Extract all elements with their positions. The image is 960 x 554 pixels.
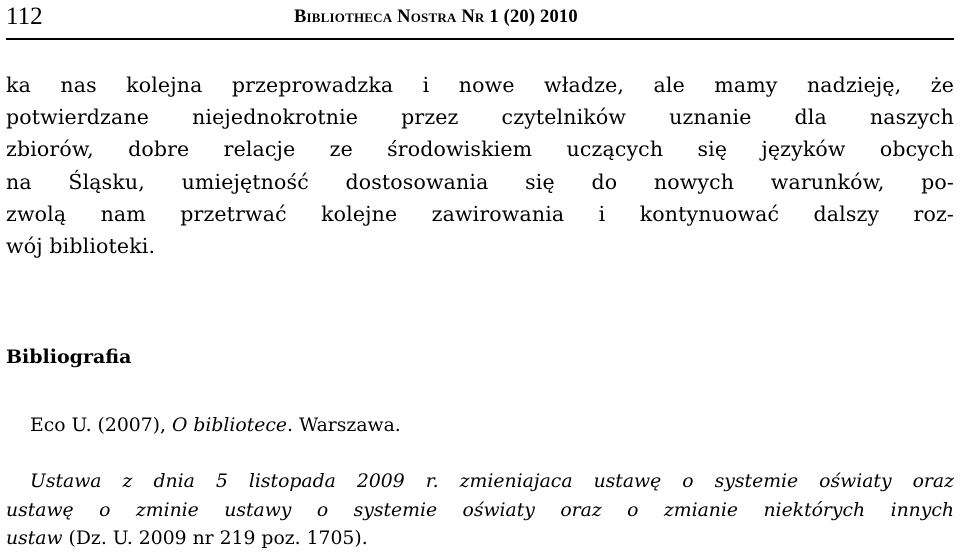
paragraph-line: potwierdzane niejednokrotnie przez czytelników uznanie dla naszych bbox=[6, 105, 954, 130]
entry-line: Ustawa z dnia 5 listopada 2009 r. zmieniajaca ustawę o systemie oświaty oraz bbox=[30, 471, 954, 492]
header-divider bbox=[6, 38, 954, 40]
paragraph-line: wój biblioteki. bbox=[6, 234, 156, 259]
entry-line bbox=[6, 525, 954, 554]
bibliography-entry-ustawa bbox=[6, 468, 954, 554]
paragraph-line: ka nas kolejna przeprowadzka i nowe władze, ale mamy nadzieję, że bbox=[6, 73, 954, 97]
entry-citation: (Dz. U. 2009 nr 219 poz. 1705). bbox=[62, 528, 368, 549]
paragraph-line: zbiorów, dobre relacje ze środowiskiem uczących się języków obcych bbox=[6, 137, 954, 162]
body-paragraph bbox=[6, 69, 954, 262]
entry-line: ustawę o zminie ustawy o systemie oświaty oraz o zmianie niektórych innych bbox=[6, 499, 954, 521]
paragraph-line: zwolą nam przetrwać kolejne zawirowania i kontynuować dalszy roz- bbox=[6, 201, 954, 226]
paragraph-line: na Śląsku, umiejętność dostosowania się do nowych warunków, po- bbox=[6, 169, 954, 194]
bibliography-entry-eco bbox=[30, 413, 401, 439]
entry-title-end: ustaw bbox=[6, 528, 63, 549]
page-number: 112 bbox=[6, 3, 43, 30]
entry-author: Eco U. (2007), bbox=[30, 415, 172, 436]
running-header bbox=[6, 0, 954, 40]
bibliography-heading: Bibliografia bbox=[6, 346, 132, 368]
entry-title: O bibliotece bbox=[171, 415, 287, 436]
journal-title: Bibliotheca Nostra Nr 1 (20) 2010 bbox=[294, 7, 578, 27]
entry-publication: . Warszawa. bbox=[287, 415, 401, 436]
